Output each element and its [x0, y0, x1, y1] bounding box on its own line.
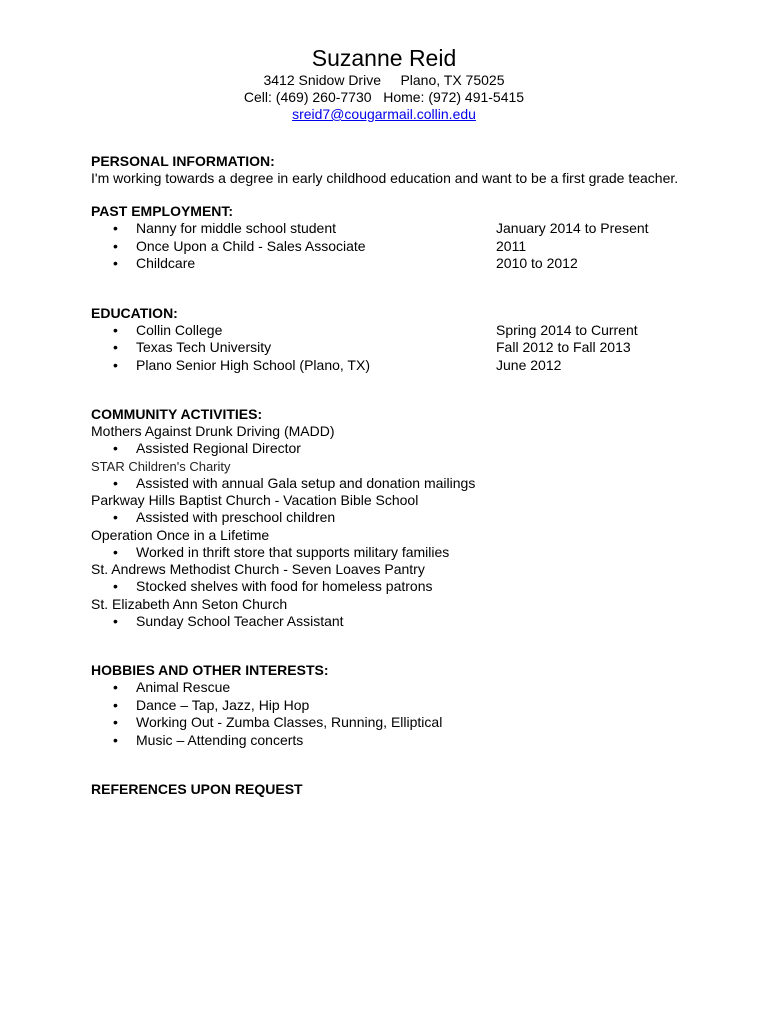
community-detail-text: Assisted with annual Gala setup and donation mailings [136, 474, 476, 491]
community-detail-text: Assisted Regional Director [136, 440, 301, 456]
education-heading: EDUCATION: [91, 304, 178, 321]
bullet-glyph: • [113, 696, 118, 713]
community-org: St. Elizabeth Ann Seton Church [91, 595, 288, 612]
employment-item [91, 238, 711, 256]
employment-label: Once Upon a Child - Sales Associate [136, 237, 366, 254]
bullet-glyph: • [113, 474, 118, 491]
employment-date: 2010 to 2012 [496, 255, 578, 271]
community-detail [91, 475, 711, 493]
education-date: Spring 2014 to Current [496, 321, 638, 338]
hobbies-heading: HOBBIES AND OTHER INTERESTS: [91, 662, 329, 678]
community-detail [91, 613, 711, 631]
community-detail-text: Worked in thrift store that supports military families [136, 543, 450, 560]
hobby-text: Animal Rescue [136, 679, 231, 695]
community-detail [91, 509, 711, 527]
bullet-glyph: • [113, 578, 118, 594]
education-date: June 2012 [496, 356, 562, 373]
hobby-text: Music – Attending concerts [136, 731, 304, 748]
hobby-text: Working Out - Zumba Classes, Running, Elliptical [136, 714, 443, 730]
education-label: Texas Tech University [136, 339, 272, 355]
hobby-item [91, 697, 711, 715]
education-label: Collin College [136, 321, 223, 338]
employment-label: Childcare [136, 255, 196, 271]
community-org: Mothers Against Drunk Driving (MADD) [91, 423, 335, 439]
community-org: St. Andrews Methodist Church - Seven Loaves Pantry [91, 561, 425, 577]
bullet-glyph: • [113, 220, 118, 236]
bullet-glyph: • [113, 543, 118, 560]
education-item [91, 339, 711, 357]
bullet-glyph: • [113, 679, 118, 695]
references-heading: REFERENCES UPON REQUEST [91, 781, 303, 797]
personal-info-heading: PERSONAL INFORMATION: [91, 153, 275, 169]
bullet-glyph: • [113, 339, 118, 355]
bullet-glyph: • [113, 237, 118, 254]
community-heading: COMMUNITY ACTIVITIES: [91, 406, 263, 422]
community-detail-text: Stocked shelves with food for homeless patrons [136, 578, 433, 594]
email-link[interactable]: sreid7@cougarmail.collin.edu [292, 106, 476, 122]
hobby-item [91, 732, 711, 750]
phone-line: Cell: (469) 260-7730 Home: (972) 491-5415 [243, 89, 525, 105]
bullet-glyph: • [113, 714, 118, 730]
employment-heading: PAST EMPLOYMENT: [91, 203, 234, 219]
community-org: Operation Once in a Lifetime [91, 526, 270, 543]
employment-item [91, 255, 711, 273]
personal-info-text: I'm working towards a degree in early childhood education and want to be a first grade teacher. [91, 170, 679, 186]
resume-header [0, 44, 768, 123]
bullet-glyph: • [113, 509, 118, 525]
employment-date: January 2014 to Present [496, 220, 649, 236]
resume-body [91, 153, 711, 798]
bullet-glyph: • [113, 440, 118, 456]
education-item [91, 322, 711, 340]
bullet-glyph: • [113, 321, 118, 338]
community-org: Parkway Hills Baptist Church - Vacation Bible School [91, 492, 419, 508]
employment-label: Nanny for middle school student [136, 220, 336, 236]
bullet-glyph: • [113, 612, 118, 629]
hobby-item [91, 714, 711, 732]
bullet-glyph: • [113, 731, 118, 748]
community-detail [91, 544, 711, 562]
education-item [91, 357, 711, 375]
community-detail-text: Sunday School Teacher Assistant [136, 612, 344, 629]
employment-date: 2011 [496, 237, 527, 254]
address-line: 3412 Snidow Drive Plano, TX 75025 [263, 72, 505, 88]
community-org: STAR Children's Charity [91, 458, 231, 474]
community-detail-text: Assisted with preschool children [136, 509, 336, 525]
hobby-item [91, 679, 711, 697]
employment-item [91, 220, 711, 238]
applicant-name: Suzanne Reid [311, 45, 457, 71]
bullet-glyph: • [113, 255, 118, 271]
community-detail [91, 440, 711, 458]
education-date: Fall 2012 to Fall 2013 [496, 339, 631, 355]
community-detail [91, 578, 711, 596]
hobby-text: Dance – Tap, Jazz, Hip Hop [136, 696, 310, 713]
education-label: Plano Senior High School (Plano, TX) [136, 356, 370, 373]
bullet-glyph: • [113, 356, 118, 373]
